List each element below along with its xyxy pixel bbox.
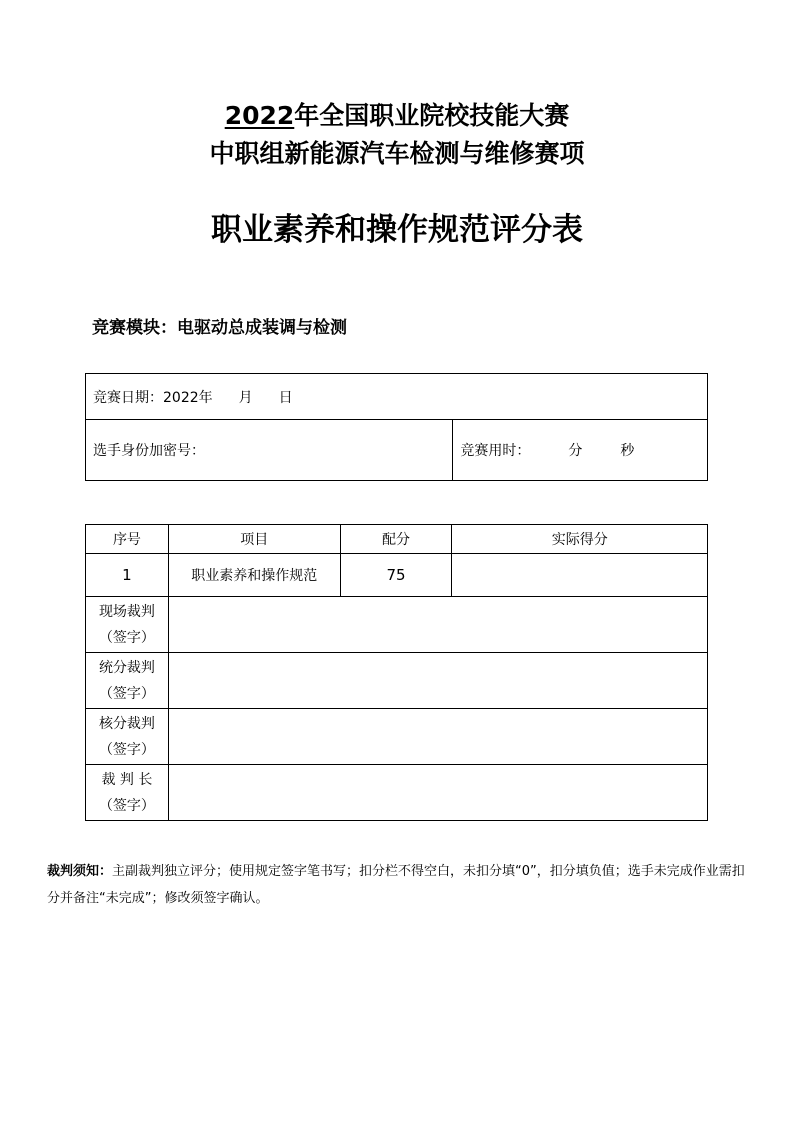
date-row xyxy=(86,374,708,420)
row-points: 75 xyxy=(340,554,452,597)
notice-text: 主副裁判独立评分；使用规定签字笔书写；扣分栏不得空白，未扣分填“0”，扣分填负值；选手未完成作业需扣分并备注“未完成”；修改须签字确认。 xyxy=(47,864,745,906)
competition-module: 竞赛模块：电驱动总成装调与检测 xyxy=(92,318,347,338)
header-actual: 实际得分 xyxy=(452,525,708,554)
signature-label xyxy=(86,709,169,765)
time-label: 竞赛用时： xyxy=(460,443,531,459)
signature-field xyxy=(168,765,707,821)
date-month: 月 xyxy=(238,389,253,406)
info-table xyxy=(85,373,708,481)
id-cell xyxy=(86,420,453,481)
time-seconds: 秒 xyxy=(620,443,635,459)
title-line-1-text: 年全国职业院校技能大赛 xyxy=(294,101,570,130)
row-actual xyxy=(452,554,708,597)
title-line-2: 中职组新能源汽车检测与维修赛项 xyxy=(209,139,585,168)
table-row xyxy=(86,554,708,597)
signature-note: （签字） xyxy=(98,629,155,646)
title-year: 2022 xyxy=(224,101,295,130)
id-label: 选手身份加密号： xyxy=(93,443,205,459)
signature-field xyxy=(168,597,707,653)
date-cell xyxy=(86,374,708,420)
signature-label xyxy=(86,597,169,653)
title-line-1 xyxy=(0,98,794,134)
signature-label xyxy=(86,653,169,709)
header-item: 项目 xyxy=(168,525,340,554)
signature-row-verify xyxy=(86,709,708,765)
signature-note: （签字） xyxy=(98,797,155,814)
signature-row-chief xyxy=(86,765,708,821)
form-title: 职业素养和操作规范评分表 xyxy=(211,212,583,248)
signature-label xyxy=(86,765,169,821)
score-header-row xyxy=(86,525,708,554)
signature-role: 核分裁判 xyxy=(98,715,155,732)
judge-notice xyxy=(47,858,757,912)
time-cell xyxy=(453,420,708,481)
signature-note: （签字） xyxy=(98,685,155,702)
score-table xyxy=(85,524,708,821)
signature-note: （签字） xyxy=(98,741,155,758)
date-label: 竞赛日期：2022年 xyxy=(93,389,213,406)
signature-role: 现场裁判 xyxy=(98,603,155,620)
date-day: 日 xyxy=(278,389,293,406)
signature-field xyxy=(168,653,707,709)
signature-row-onsite xyxy=(86,597,708,653)
id-time-row xyxy=(86,420,708,481)
row-no: 1 xyxy=(86,554,169,597)
header-points: 配分 xyxy=(340,525,452,554)
notice-label: 裁判须知： xyxy=(47,864,113,879)
header-no: 序号 xyxy=(86,525,169,554)
time-minutes: 分 xyxy=(568,443,583,459)
signature-row-tally xyxy=(86,653,708,709)
signature-role: 统分裁判 xyxy=(98,659,155,676)
row-item: 职业素养和操作规范 xyxy=(168,554,340,597)
signature-field xyxy=(168,709,707,765)
signature-role: 裁 判 长 xyxy=(101,771,153,788)
